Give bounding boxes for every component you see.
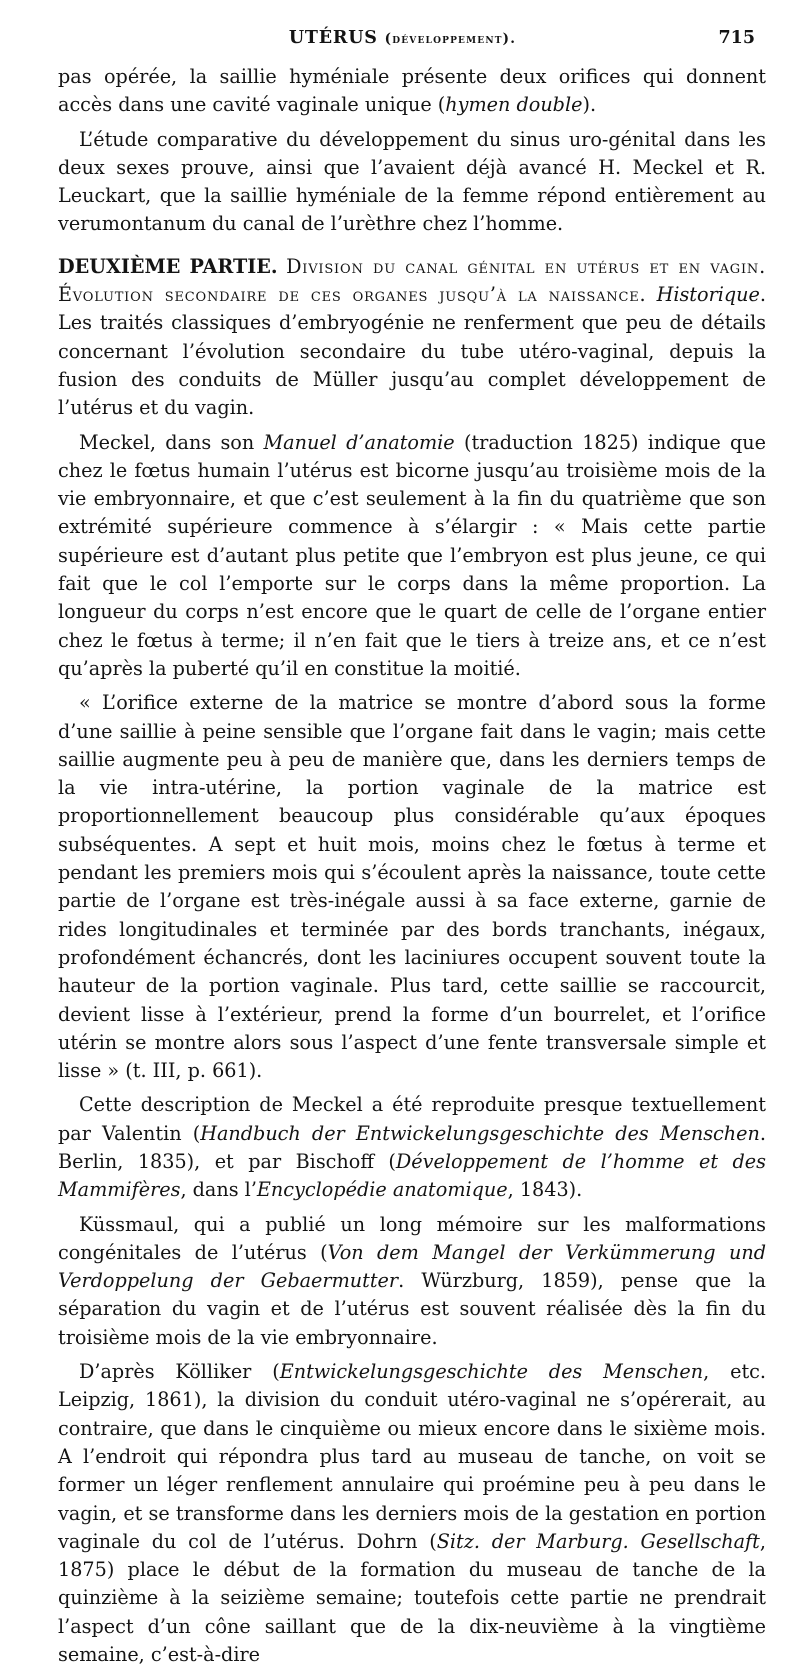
text-run: Handbuch der Entwickelungsgeschichte des Menschen [200,1121,760,1145]
paragraph [58,63,766,120]
text-run: . Les traités classiques d’embryogénie ne renferment que peu de détails concernant l’évolution secondaire du tube utéro-vaginal, depuis la fusion des conduits de Müller jusqu’au complet développement de l’utérus et du vagin. [58,283,766,420]
paragraph [58,253,766,423]
text-run: Meckel, dans son [79,430,264,454]
text-run: , dans l’ [180,1178,257,1202]
running-title-paren: (développement). [384,31,517,47]
text-run: Manuel d’anatomie [263,430,455,454]
paragraph [58,1358,766,1669]
paragraph [58,126,766,239]
paragraph [58,429,766,684]
text-run: , etc. Leipzig, 1861), la division du conduit utéro-vaginal ne s’opérerait, au contraire, que dans le cinquième ou mieux encore dans le sixième mois. A l’endroit qui répondra plus tard au museau de tanche, on voit se former un léger renflement annulaire qui proémine peu à peu dans le vagin, et se transforme dans les derniers mois de la gestation en portion vaginale du col de l’utérus. Dohrn ( [58,1360,766,1553]
text-run: Division du canal génital en utérus et en vagin. Évolution secondaire de ces organes jusqu’à la naissance. [58,254,766,307]
text-run [646,283,656,306]
text-run: Encyclopédie anatomique [256,1178,508,1202]
paragraph [58,1211,766,1352]
text-run: Historique [656,283,760,307]
text-run: Von dem Mangel der Verkümmerung und Verdoppelung der Gebaermutter [58,1240,766,1293]
text-run: D’après Kölliker ( [79,1360,280,1384]
text-run: Développement de l’homme et des Mammifères [58,1149,766,1202]
text-run: L’étude comparative du développement du sinus uro-génital dans les deux sexes prouve, ainsi que l’avaient déjà avancé H. Meckel et R. Leuckart, que la saillie hyméniale de la femme répond entièrement au verumontanum du canal de l’urèthre chez l’homme. [58,127,766,236]
text-run: ). [582,93,597,117]
text-run: « L’orifice externe de la matrice se montre d’abord sous la forme d’une saillie à peine sensible que l’organe fait dans le vagin; mais cette saillie augmente peu à peu de manière que, dans les derniers temps de la vie intra-utérine, la portion vaginale de la matrice est proportionnellement beaucoup plus considérable qu’aux époques subséquentes. A sept et huit mois, moins chez le fœtus à terme et pendant les premiers mois qui s’écoulent après la naissance, toute cette partie de l’organe est très-inégale aussi à sa face externe, garnie de rides longitudinales et terminée par des bords tranchants, inégaux, profondément échancrés, dont les laciniures occupent souvent toute la hauteur de la portion vaginale. Plus tard, cette saillie se raccourcit, devient lisse à l’extérieur, prend la forme d’un bourrelet, et l’orifice utérin se montre alors sous l’aspect d’une fente transversale simple et lisse » (t. III, p. 661). [58,691,766,1083]
text-run: Küssmaul, qui a publié un long mémoire sur les malformations congénitales de l’utérus ( [58,1212,766,1264]
text-run: . Würzburg, 1859), pense que la séparation du vagin et de l’utérus est souvent réalisée dès la fin du troisième mois de la vie embryonnaire. [58,1269,766,1349]
text-run [278,255,287,278]
running-title [50,28,755,48]
text-run: hymen double [445,93,583,117]
text-run: Entwickelungsgeschichte des Menschen [279,1360,704,1384]
paragraph [58,1091,766,1204]
text-run: , 1843). [507,1178,583,1202]
text-run: Cette description de Meckel a été reproduite presque textuellement par Valentin ( [58,1093,766,1145]
text-run: DEUXIÈME PARTIE. [58,254,278,278]
paragraph [58,689,766,1085]
body-text [58,63,766,1675]
text-run: pas opérée, la saillie hyméniale présente deux orifices qui donnent accès dans une cavité vaginale unique ( [58,65,766,117]
text-run: (traduction 1825) indique que chez le fœtus humain l’utérus est bicorne jusqu’au troisième mois de la vie embryonnaire, et que c’est seulement à la fin du quatrième que son extrémité supérieure commence à s’élargir : « Mais cette partie supérieure est d’autant plus petite que l’embryon est plus jeune, ce qui fait que le col l’emporte sur le corps dans la même proportion. La longueur du corps n’est encore que le quart de celle de l’organe entier chez le fœtus à terme; il n’en fait que le tiers à treize ans, et ce n’est qu’après la puberté qu’il en constitue la moitié. [58,430,766,680]
running-title-main: UTÉRUS [288,28,378,48]
running-header [50,28,755,58]
page-number: 715 [718,28,755,48]
text-run: Sitz. der Marburg. Gesellschaft [436,1529,760,1553]
text-run: , 1875) place le début de la formation du museau de tanche de la quinzième à la seizième semaine; toutefois cette partie ne prendrait l’aspect d’un cône saillant que de la dix-neuvième à la vingtième semaine, c’est-à-dire [58,1529,766,1667]
text-run: . Berlin, 1835), et par Bischoff ( [58,1121,766,1173]
